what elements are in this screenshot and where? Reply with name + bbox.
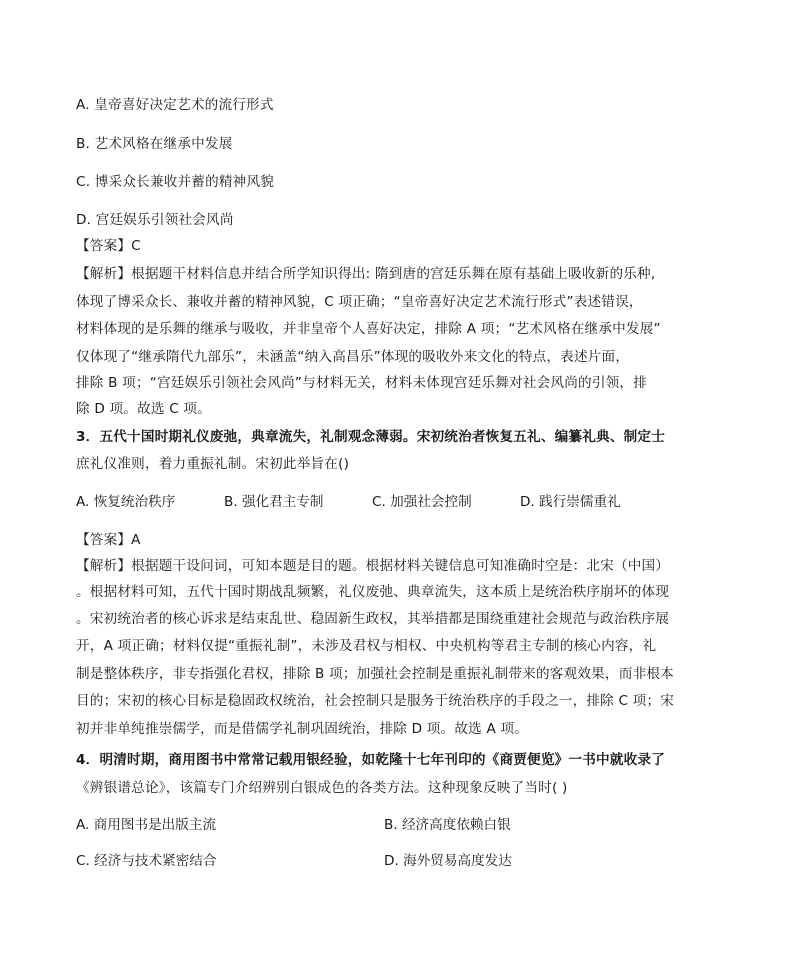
- q3-stem-line: 3．五代十国时期礼仪废弛，典章流失，礼制观念薄弱。宋初统治者恢复五礼、编纂礼典、制定士: [76, 429, 665, 445]
- q3-analysis-line: 【解析】根据题干设问词，可知本题是目的题。根据材料关键信息可知准确时空是：北宋（中国）: [76, 558, 670, 574]
- q2-analysis-line: 【解析】根据题干材料信息并结合所学知识得出: 隋到唐的宫廷乐舞在原有基础上吸收新的乐种,: [76, 266, 656, 282]
- q2-analysis-line: 材料体现的是乐舞的继承与吸收，并非皇帝个人喜好决定，排除 A 项；“艺术风格在继承中发展”: [76, 321, 661, 337]
- q3-answer: 【答案】A: [76, 532, 141, 548]
- q2-option-b: B. 艺术风格在继承中发展: [76, 136, 233, 152]
- q3-analysis-line: 目的；宋初的核心目标是稳固政权统治，社会控制只是服务于统治秩序的手段之一，排除 C 项；宋: [76, 693, 675, 709]
- q2-option-d: D. 宫廷娱乐引领社会风尚: [76, 212, 234, 228]
- q4-stem-line: 4．明清时期，商用图书中常常记载用银经验，如乾隆十七年刊印的《商贾便览》一书中就收录了: [76, 752, 665, 768]
- q4-option-b: B. 经济高度依赖白银: [384, 817, 511, 833]
- q2-analysis-line: 排除 B 项；“宫廷娱乐引领社会风尚”与材料无关，材料未体现宫廷乐舞对社会风尚的引领，排: [76, 375, 648, 391]
- q2-analysis-line: 体现了博采众长、兼收并蓄的精神风貌，C 项正确；“皇帝喜好决定艺术流行形式”表述错误，: [76, 294, 643, 310]
- q3-option-d: D. 践行崇儒重礼: [520, 494, 621, 510]
- q3-option-a: A. 恢复统治秩序: [76, 494, 176, 510]
- q2-option-c: C. 博采众长兼收并蓄的精神风貌: [76, 174, 275, 190]
- q2-analysis-line: 仅体现了“继承隋代九部乐”，未涵盖“纳入高昌乐”体现的吸收外来文化的特点，表述片面，: [76, 349, 630, 365]
- q3-option-c: C. 加强社会控制: [372, 494, 472, 510]
- q3-stem-line: 庶礼仪准则，着力重振礼制。宋初此举旨在(): [76, 456, 350, 472]
- q3-analysis-line: 制是整体秩序，非专指强化君权，排除 B 项；加强社会控制是重振礼制带来的客观效果，而非根本: [76, 666, 674, 682]
- q4-option-c: C. 经济与技术紧密结合: [76, 853, 217, 869]
- q2-answer: 【答案】C: [76, 238, 141, 254]
- q4-option-d: D. 海外贸易高度发达: [384, 853, 512, 869]
- q3-option-b: B. 强化君主专制: [224, 494, 324, 510]
- q3-analysis-line: 。根据材料可知，五代十国时期战乱频繁，礼仪废弛、典章流失，这本质上是统治秩序崩坏的体现: [76, 584, 670, 600]
- q3-analysis-line: 初并非单纯推崇儒学，而是借儒学礼制巩固统治，排除 D 项。故选 A 项。: [76, 721, 529, 737]
- q4-stem-line: 《辨银谱总论》，该篇专门介绍辨别白银成色的各类方法。这种现象反映了当时( ): [76, 780, 568, 796]
- q3-analysis-line: 。宋初统治者的核心诉求是结束乱世、稳固新生政权，其举措都是围绕重建社会规范与政治秩序展: [76, 611, 670, 627]
- q3-analysis-line: 开，A 项正确；材料仅提“重振礼制”，未涉及君权与相权、中央机构等君主专制的核心内容，礼: [76, 638, 657, 654]
- q4-option-a: A. 商用图书是出版主流: [76, 817, 217, 833]
- q2-option-a: A. 皇帝喜好决定艺术的流行形式: [76, 97, 274, 113]
- q2-analysis-line: 除 D 项。故选 C 项。: [76, 401, 211, 417]
